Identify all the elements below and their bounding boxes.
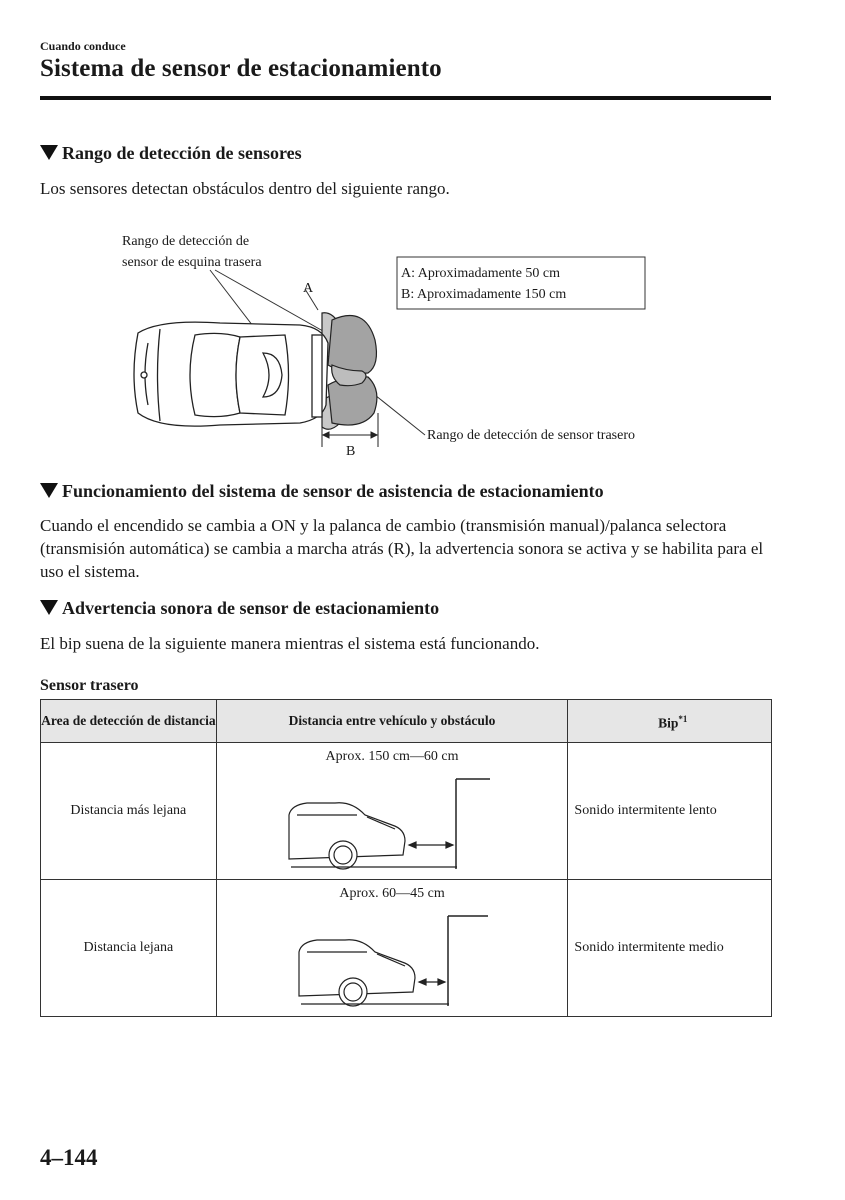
header-bip-footnote: *1	[678, 713, 688, 724]
row-bip: Sonido intermitente lento	[568, 743, 772, 880]
table-row	[41, 880, 772, 1017]
row-distance-cell	[216, 743, 568, 880]
table-caption: Sensor trasero	[40, 677, 139, 694]
header-bip	[568, 700, 772, 743]
corner-range-label-line2: sensor de esquina trasera	[122, 255, 262, 270]
section-heading-system-operation	[40, 481, 604, 502]
car-distance-illustration	[217, 743, 571, 879]
row-distance-text: Aprox. 60—45 cm	[339, 886, 445, 901]
header-bip-text: Bip	[658, 715, 679, 731]
label-b: B	[346, 444, 356, 459]
table-row	[41, 743, 772, 880]
car-distance-illustration	[217, 880, 571, 1016]
row-area: Distancia lejana	[41, 880, 217, 1017]
row-distance-cell	[216, 880, 568, 1017]
heading-text: Rango de detección de sensores	[62, 143, 302, 163]
section-text-system-operation: Cuando el encendido se cambia a ON y la palanca de cambio (transmisión manual)/palanca selectora (transmisión automática) se cambia a marcha atrás (R), la advertencia sonora se activa y se habilita para el uso el sistema.	[40, 516, 764, 581]
legend-b: B: Aproximadamente 150 cm	[401, 287, 567, 302]
detection-range-diagram	[100, 225, 700, 465]
row-bip: Sonido intermitente medio	[568, 880, 772, 1017]
section-text-warning-beep: El bip suena de la siguiente manera mientras el sistema está funcionando.	[40, 634, 540, 653]
heading-text: Funcionamiento del sistema de sensor de asistencia de estacionamiento	[62, 481, 604, 501]
triangle-bullet-icon	[40, 600, 58, 615]
title-divider	[40, 96, 771, 100]
row-distance-text: Aprox. 150 cm—60 cm	[325, 749, 459, 764]
header-distance: Distancia entre vehículo y obstáculo	[216, 700, 568, 743]
row-area: Distancia más lejana	[41, 743, 217, 880]
triangle-bullet-icon	[40, 145, 58, 160]
sensor-detection-zones	[322, 313, 377, 430]
label-a: A	[303, 281, 314, 296]
legend-a: A: Aproximadamente 50 cm	[401, 266, 561, 281]
section-heading-warning-beep	[40, 598, 439, 619]
heading-text: Advertencia sonora de sensor de estacionamiento	[62, 598, 440, 618]
page-title: Sistema de sensor de estacionamiento	[40, 55, 442, 82]
page-number: 4–144	[40, 1145, 98, 1170]
table-header-row	[41, 700, 772, 743]
section-heading-detection-range	[40, 143, 302, 164]
triangle-bullet-icon	[40, 483, 58, 498]
rear-sensor-range-label: Rango de detección de sensor trasero	[427, 428, 635, 443]
section-text-detection-range: Los sensores detectan obstáculos dentro del siguiente rango.	[40, 179, 450, 198]
header-area: Area de detección de distancia	[41, 700, 217, 743]
section-label: Cuando conduce	[40, 39, 126, 53]
rear-sensor-table	[40, 699, 772, 1017]
corner-range-label-line1: Rango de detección de	[122, 234, 250, 249]
car-top-view	[134, 322, 328, 426]
